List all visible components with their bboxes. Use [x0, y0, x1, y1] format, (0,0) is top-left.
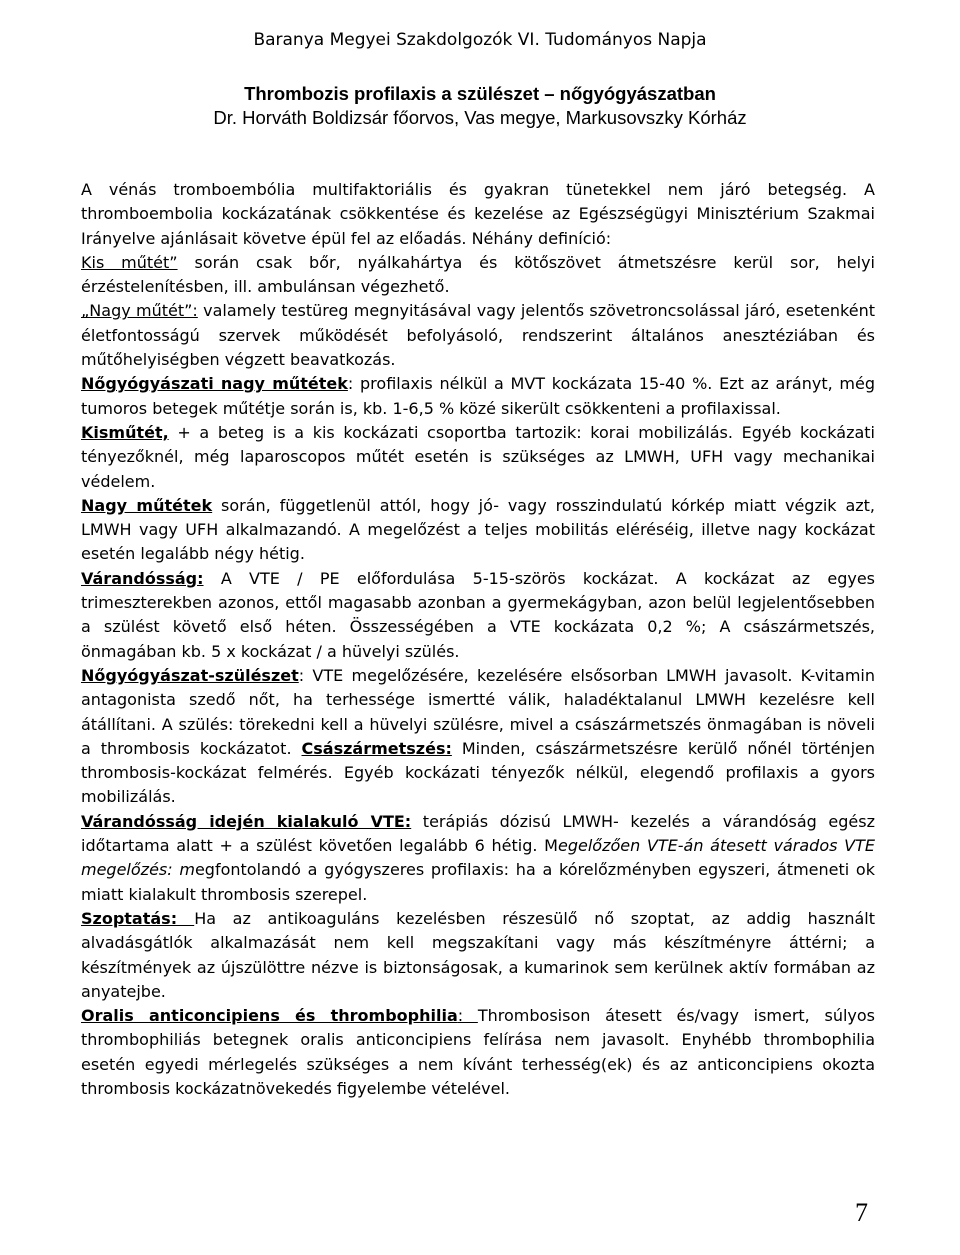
running-header: Baranya Megyei Szakdolgozók VI. Tudományos Napja [253, 30, 707, 50]
text-nogyogy-szuleszet: : VTE megelőzésére, kezelésére elsősorban LMWH javasolt. K-vitamin antagonista szedő nőt, ha terhessége ismertté válik, haladéktalanul LMWH kezelésre kell átállítani. A szülés: törekedni kell a hüvelyi szülésre, mivel a császármetszés önmagában is növeli a thrombosis kockázatot. [81, 665, 875, 758]
text-nagy-mutetek: során, függetlenül attól, hogy jó- vagy rosszindulatú kórkép miatt végzik azt, LMWH vagy UFH alkalmazandó. A megelőzést a teljes mobilitás eléréséig, illetve nagy kockázat esetén legalább négy hétig. [81, 495, 876, 564]
term-kismutet: Kisműtét, [81, 422, 169, 442]
article-body [81, 178, 875, 1101]
text-szoptatas: Ha az antikoaguláns kezelésben részesülő nő szoptat, az addig használt alvadásgátlók alkalmazását nem kell megszakítani vagy más készítményre áttérni; a készítmények az újszülöttre nézve is biztonságosak, a kumarinok sem kerülnek aktív formában az anyatejbe. [81, 908, 875, 1001]
term-csaszarmetszes: Császármetszés: [301, 738, 452, 758]
text-nogyogy-nagy-mutetek: : profilaxis nélkül a MVT kockázata 15-40 %. Ezt az arányt, még tumoros betegek műtétje során is, kb. 1-6,5 % közé sikerült csökkenteni a profilaxissal. [81, 374, 876, 418]
paragraph-nogyogy-szuleszet [81, 664, 875, 810]
paragraph-szoptatas [81, 907, 875, 1004]
paragraph-nagy-mutetek [81, 494, 875, 567]
text-varandossag-vte-italic: egelőzően VTE-án átesett várados VTE megelőzés: m [81, 836, 875, 880]
term-oralis: Oralis anticoncipiens és thrombophilia [81, 1006, 458, 1026]
page-number: 7 [855, 1198, 868, 1227]
article-title: Thrombozis profilaxis a szülészet – nőgyógyászatban [244, 83, 716, 104]
text-varandossag-vte: terápiás dózisú LMWH- kezelés a várandóság egész időtartama alatt + a szülést követően legalább 6 hétig. M [81, 811, 876, 856]
term-kis-mutet: Kis műtét” [81, 252, 178, 272]
term-nagy-mutet: „Nagy műtét”: [81, 301, 198, 321]
text-oralis: Thrombosison átesett és/vagy ismert, súlyos thrombophiliás betegnek oralis anticoncipiens felírása nem javasolt. Enyhébb thrombophilia esetén egyedi mérlegelés szükséges a nem kívánt terhesség(ek) és az anticoncipiens okozta thrombosis kockázatnövekedés figyelembe vételével. [81, 1006, 875, 1098]
paragraph-kis-mutet [81, 251, 875, 300]
paragraph-oralis [81, 1004, 875, 1101]
paragraph-varandossag-vte [81, 810, 875, 907]
term-nogyogy-szuleszet: Nőgyógyászat-szülészet [81, 665, 299, 685]
article-author: Dr. Horváth Boldizsár főorvos, Vas megye, Markusovszky Kórház [213, 107, 747, 128]
colon-oralis: : [457, 1006, 478, 1026]
term-nogyogy-nagy-mutetek: Nőgyógyászati nagy műtétek [81, 374, 348, 394]
paragraph-nagy-mutet [81, 299, 875, 372]
text-varandossag-vte-tail: egfontolandó a gyógyszeres profilaxis: ha a kórelőzményben egyszeri, átmeneti ok miatt kialakult thrombosis szerepel. [81, 860, 875, 904]
article-title-block [0, 82, 960, 130]
term-nagy-mutetek: Nagy műtétek [81, 495, 213, 515]
intro-text: A vénás tromboembólia multifaktoriális és gyakran tünetekkel nem járó betegség. A thromboembolia kockázatának csökkentése és kezelése az Egészségügyi Minisztérium Szakmai Irányelve ajánlásait követve épül fel az előadás. Néhány definíció: [81, 180, 875, 248]
paragraph-nogyogy-nagy-mutetek [81, 372, 875, 421]
text-varandossag: A VTE / PE előfordulása 5-15-szörös kockázat. A kockázat az egyes trimeszterekben azonos, ettől magasabb azonban a gyermekágyban, azon belül legjelentősebben a szülést követő első héten. Összességében a VTE kockázata 0,2 %; A császármetszés, önmagában kb. 5 x kockázat / a hüvelyi szülés. [81, 568, 875, 661]
text-kis-mutet: során csak bőr, nyálkahártya és kötőszövet átmetszésre kerül sor, helyi érzéstelenítésben, ill. ambulánsan végezhető. [81, 252, 875, 297]
paragraph-varandossag [81, 567, 875, 664]
text-nagy-mutet: valamely testüreg megnyitásával vagy jelentős szövetroncsolással járó, esetenként életfontosságú szervek működését befolyásoló, rendszerint általános anesztéziában és műtőhelyiségben végzett beavatkozás. [81, 301, 876, 370]
paragraph-intro [81, 178, 875, 251]
text-csaszarmetszes: Minden, császármetszésre kerülő nőnél történjen thrombosis-kockázat felmérés. Egyéb kockázati tényezők nélkül, elegendő profilaxis a gyors mobilizálás. [81, 738, 875, 807]
text-kismutet: + a beteg is a kis kockázati csoportba tartozik: korai mobilizálás. Egyéb kockázati tényezőknél, még laparoscopos műtét esetén is szükséges az LMWH, UFH vagy mechanikai védelem. [81, 422, 875, 491]
term-varandossag-vte: Várandósság idején kialakuló VTE: [81, 811, 412, 831]
term-varandossag: Várandósság: [81, 568, 204, 588]
term-szoptatas: Szoptatás: [81, 908, 195, 928]
paragraph-kismutet [81, 421, 875, 494]
